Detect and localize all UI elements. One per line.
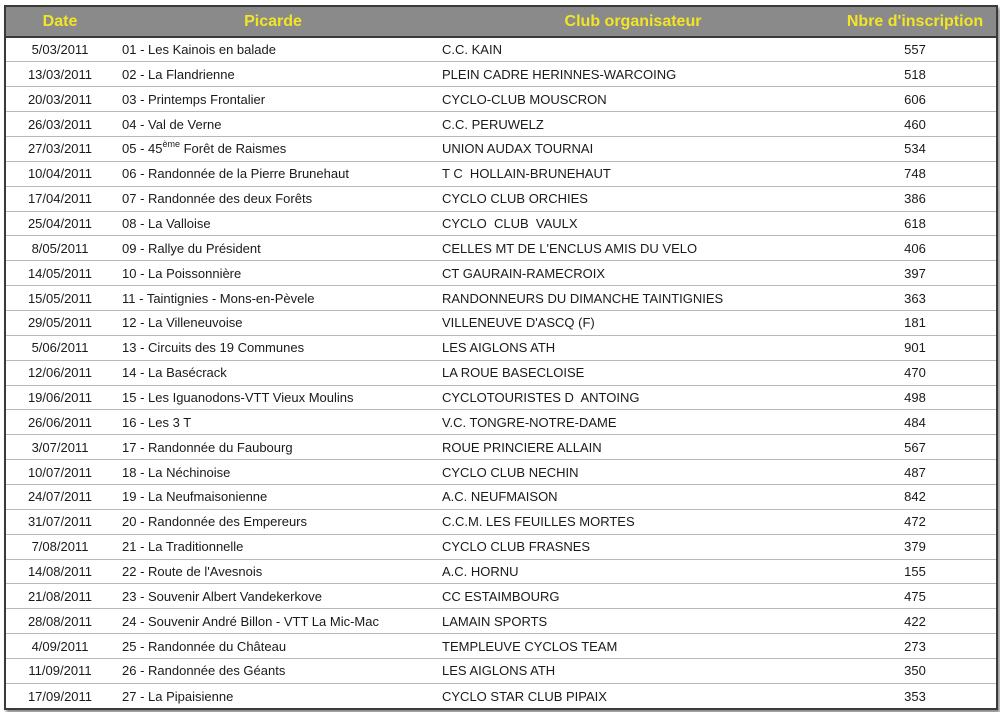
picarde-cell: 18 - La Néchinoise <box>114 460 432 485</box>
picarde-cell: 22 - Route de l'Avesnois <box>114 559 432 584</box>
club-cell: CYCLO CLUB VAULX <box>432 211 834 236</box>
club-cell: V.C. TONGRE-NOTRE-DAME <box>432 410 834 435</box>
picarde-cell <box>114 136 432 161</box>
table-row <box>6 112 996 137</box>
club-cell: LES AIGLONS ATH <box>432 658 834 683</box>
table-row <box>6 658 996 683</box>
table-row <box>6 559 996 584</box>
table-row <box>6 161 996 186</box>
date-cell: 15/05/2011 <box>6 286 114 311</box>
table-row <box>6 534 996 559</box>
picarde-cell: 16 - Les 3 T <box>114 410 432 435</box>
picarde-cell: 07 - Randonnée des deux Forêts <box>114 186 432 211</box>
picarde-cell: 21 - La Traditionnelle <box>114 534 432 559</box>
column-header-club: Club organisateur <box>432 7 834 37</box>
club-cell: CYCLO CLUB ORCHIES <box>432 186 834 211</box>
picarde-cell: 27 - La Pipaisienne <box>122 688 234 704</box>
picarde-cell: 06 - Randonnée de la Pierre Brunehaut <box>114 161 432 186</box>
club-cell: CC ESTAIMBOURG <box>432 584 834 609</box>
picarde-text: 05 - 45 <box>122 141 163 157</box>
count-cell: 534 <box>834 136 996 161</box>
date-cell: 26/06/2011 <box>6 410 114 435</box>
table-row <box>6 634 996 659</box>
table-row <box>6 37 996 62</box>
count-cell: 470 <box>834 360 996 385</box>
club-cell: UNION AUDAX TOURNAI <box>432 136 834 161</box>
picarde-cell: 13 - Circuits des 19 Communes <box>114 335 432 360</box>
picarde-cell: 15 - Les Iguanodons-VTT Vieux Moulins <box>114 385 432 410</box>
column-header-count: Nbre d'inscription <box>834 7 996 37</box>
count-cell: 422 <box>834 609 996 634</box>
count-cell: 842 <box>834 484 996 509</box>
picarde-cell: 01 - Les Kainois en balade <box>114 37 432 62</box>
table-row <box>6 509 996 534</box>
events-table <box>6 7 996 708</box>
table-row <box>6 186 996 211</box>
count-cell: 181 <box>834 310 996 335</box>
date-cell: 24/07/2011 <box>6 484 114 509</box>
club-cell: TEMPLEUVE CYCLOS TEAM <box>432 634 834 659</box>
club-cell: CELLES MT DE L'ENCLUS AMIS DU VELO <box>432 236 834 261</box>
date-cell: 17/09/2011 <box>27 688 93 704</box>
count-cell: 353 <box>904 688 926 704</box>
date-cell: 14/05/2011 <box>6 261 114 286</box>
count-cell: 487 <box>834 460 996 485</box>
table-row <box>6 683 996 708</box>
club-cell: ROUE PRINCIERE ALLAIN <box>432 435 834 460</box>
date-cell: 10/04/2011 <box>6 161 114 186</box>
picarde-cell: 03 - Printemps Frontalier <box>114 87 432 112</box>
club-cell: C.C. KAIN <box>432 37 834 62</box>
date-cell: 28/08/2011 <box>6 609 114 634</box>
count-cell: 475 <box>834 584 996 609</box>
picarde-cell: 04 - Val de Verne <box>114 112 432 137</box>
club-cell: CYCLO CLUB FRASNES <box>432 534 834 559</box>
count-cell: 379 <box>834 534 996 559</box>
count-cell: 386 <box>834 186 996 211</box>
picarde-cell: 10 - La Poissonnière <box>114 261 432 286</box>
table-row <box>6 385 996 410</box>
table-row <box>6 286 996 311</box>
count-cell: 363 <box>834 286 996 311</box>
table-row <box>6 310 996 335</box>
count-cell: 618 <box>834 211 996 236</box>
club-cell: LA ROUE BASECLOISE <box>432 360 834 385</box>
club-cell: CYCLO CLUB NECHIN <box>432 460 834 485</box>
club-cell: CYCLOTOURISTES D ANTOING <box>432 385 834 410</box>
club-cell: C.C.M. LES FEUILLES MORTES <box>432 509 834 534</box>
date-cell: 27/03/2011 <box>6 136 114 161</box>
date-cell: 29/05/2011 <box>6 310 114 335</box>
count-cell: 567 <box>834 435 996 460</box>
column-header-date: Date <box>6 7 114 37</box>
table-row <box>6 410 996 435</box>
date-cell: 5/06/2011 <box>6 335 114 360</box>
club-cell: CYCLO-CLUB MOUSCRON <box>432 87 834 112</box>
table-row <box>6 87 996 112</box>
count-cell: 748 <box>834 161 996 186</box>
count-cell: 606 <box>834 87 996 112</box>
club-cell: PLEIN CADRE HERINNES-WARCOING <box>432 62 834 87</box>
table-row <box>6 62 996 87</box>
picarde-cell: 19 - La Neufmaisonienne <box>114 484 432 509</box>
table-row <box>6 136 996 161</box>
count-cell: 518 <box>834 62 996 87</box>
picarde-cell: 23 - Souvenir Albert Vandekerkove <box>114 584 432 609</box>
date-cell: 26/03/2011 <box>6 112 114 137</box>
table-row <box>6 335 996 360</box>
club-cell: T C HOLLAIN-BRUNEHAUT <box>432 161 834 186</box>
club-cell: VILLENEUVE D'ASCQ (F) <box>432 310 834 335</box>
date-cell: 11/09/2011 <box>6 658 114 683</box>
date-cell: 21/08/2011 <box>6 584 114 609</box>
count-cell: 350 <box>834 658 996 683</box>
picarde-cell: 02 - La Flandrienne <box>114 62 432 87</box>
table-row <box>6 484 996 509</box>
count-cell: 155 <box>834 559 996 584</box>
table-row <box>6 435 996 460</box>
date-cell: 20/03/2011 <box>6 87 114 112</box>
picarde-cell: 09 - Rallye du Président <box>114 236 432 261</box>
table-row <box>6 211 996 236</box>
date-cell: 10/07/2011 <box>6 460 114 485</box>
date-cell: 8/05/2011 <box>6 236 114 261</box>
club-cell: LAMAIN SPORTS <box>432 609 834 634</box>
table-row <box>6 460 996 485</box>
picarde-cell: 17 - Randonnée du Faubourg <box>114 435 432 460</box>
picarde-cell: 08 - La Valloise <box>114 211 432 236</box>
club-cell: LES AIGLONS ATH <box>432 335 834 360</box>
ordinal-superscript: ème <box>162 139 180 150</box>
picarde-cell: 26 - Randonnée des Géants <box>114 658 432 683</box>
count-cell: 472 <box>834 509 996 534</box>
count-cell: 460 <box>834 112 996 137</box>
count-cell: 557 <box>834 37 996 62</box>
date-cell: 14/08/2011 <box>6 559 114 584</box>
date-cell: 5/03/2011 <box>6 37 114 62</box>
table-header-row <box>6 7 996 37</box>
date-cell: 19/06/2011 <box>6 385 114 410</box>
date-cell: 13/03/2011 <box>6 62 114 87</box>
count-cell: 498 <box>834 385 996 410</box>
column-header-picarde: Picarde <box>114 7 432 37</box>
picarde-cell: 14 - La Basécrack <box>114 360 432 385</box>
picarde-cell: 12 - La Villeneuvoise <box>114 310 432 335</box>
table-row <box>6 584 996 609</box>
club-cell: A.C. NEUFMAISON <box>432 484 834 509</box>
date-cell: 17/04/2011 <box>6 186 114 211</box>
picarde-cell: 20 - Randonnée des Empereurs <box>114 509 432 534</box>
picarde-cell: 11 - Taintignies - Mons-en-Pèvele <box>114 286 432 311</box>
count-cell: 397 <box>834 261 996 286</box>
picarde-text-rest: Forêt de Raismes <box>180 141 287 157</box>
date-cell: 4/09/2011 <box>6 634 114 659</box>
date-cell: 3/07/2011 <box>6 435 114 460</box>
count-cell: 273 <box>834 634 996 659</box>
count-cell: 901 <box>834 335 996 360</box>
date-cell: 7/08/2011 <box>6 534 114 559</box>
table-row <box>6 236 996 261</box>
count-cell: 406 <box>834 236 996 261</box>
table-frame <box>4 5 998 710</box>
date-cell: 12/06/2011 <box>6 360 114 385</box>
club-cell: CYCLO STAR CLUB PIPAIX <box>442 688 607 704</box>
club-cell: CT GAURAIN-RAMECROIX <box>432 261 834 286</box>
club-cell: RANDONNEURS DU DIMANCHE TAINTIGNIES <box>432 286 834 311</box>
date-cell: 31/07/2011 <box>6 509 114 534</box>
count-cell: 484 <box>834 410 996 435</box>
date-cell: 25/04/2011 <box>6 211 114 236</box>
club-cell: A.C. HORNU <box>432 559 834 584</box>
table-row <box>6 609 996 634</box>
table-row <box>6 360 996 385</box>
table-row <box>6 261 996 286</box>
picarde-cell: 25 - Randonnée du Château <box>114 634 432 659</box>
club-cell: C.C. PERUWELZ <box>432 112 834 137</box>
table-body <box>6 37 996 708</box>
picarde-cell: 24 - Souvenir André Billon - VTT La Mic-Mac <box>114 609 432 634</box>
